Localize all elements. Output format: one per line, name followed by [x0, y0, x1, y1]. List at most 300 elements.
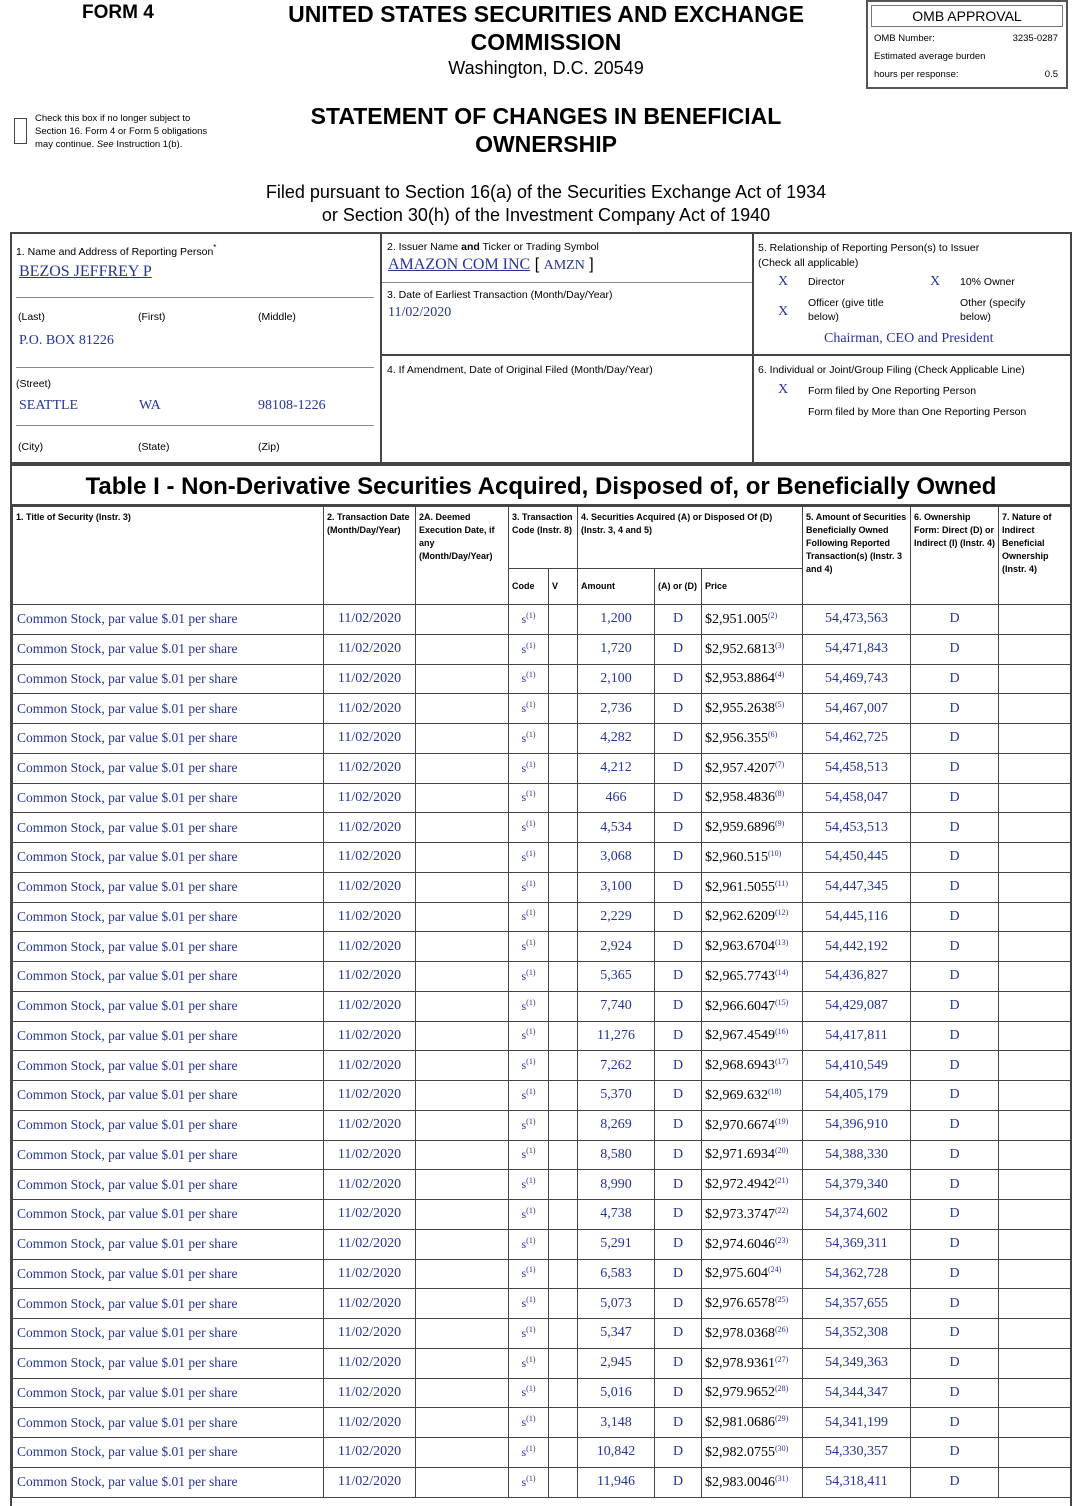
- price-footnote[interactable]: (9): [775, 819, 785, 829]
- table-1: [10, 464, 1072, 1506]
- deemed-date: [416, 902, 509, 932]
- price: [702, 813, 803, 843]
- ownership-form: D: [911, 813, 999, 843]
- officer-label: [808, 296, 884, 324]
- deemed-date: [416, 753, 509, 783]
- transaction-code[interactable]: [509, 872, 549, 902]
- ownership-form: D: [911, 1438, 999, 1468]
- price-footnote[interactable]: (11): [775, 878, 789, 888]
- city-label: (City): [18, 441, 44, 453]
- v-cell: [549, 1348, 578, 1378]
- code-footnote[interactable]: (1): [526, 1384, 536, 1394]
- transaction-date: 11/02/2020: [324, 872, 416, 902]
- ownership-form: D: [911, 724, 999, 754]
- issuer-label-b: and: [461, 241, 480, 253]
- ticker-bracket-close: ]: [589, 256, 594, 273]
- code-letter: s: [521, 998, 527, 1013]
- transaction-date: 11/02/2020: [324, 1140, 416, 1170]
- a-or-d: D: [655, 1289, 702, 1319]
- nature-of-ownership: [999, 962, 1071, 992]
- omb-title: OMB APPROVAL: [871, 5, 1063, 27]
- price-footnote[interactable]: (29): [775, 1414, 789, 1424]
- code-letter: s: [521, 820, 527, 835]
- price-value: $2,981.0686: [705, 1415, 775, 1431]
- code-footnote[interactable]: (1): [526, 1473, 536, 1483]
- code-footnote[interactable]: (1): [526, 670, 536, 680]
- amount: 5,016: [578, 1378, 655, 1408]
- amount-owned: 54,318,411: [803, 1467, 911, 1497]
- nature-of-ownership: [999, 634, 1071, 664]
- deemed-date: [416, 872, 509, 902]
- amount: 2,924: [578, 932, 655, 962]
- ownership-form: D: [911, 932, 999, 962]
- price: [702, 753, 803, 783]
- amount-owned: 54,330,357: [803, 1438, 911, 1468]
- transaction-code[interactable]: [509, 1081, 549, 1111]
- v-cell: [549, 1378, 578, 1408]
- price-footnote[interactable]: (18): [768, 1086, 782, 1096]
- checkbox-text-3a: may continue.: [35, 139, 97, 150]
- code-footnote[interactable]: (1): [526, 610, 536, 620]
- code-footnote[interactable]: (1): [526, 640, 536, 650]
- amount: 5,365: [578, 962, 655, 992]
- price-value: $2,978.9361: [705, 1355, 775, 1371]
- code-footnote[interactable]: (1): [526, 789, 536, 799]
- transaction-code[interactable]: [509, 1319, 549, 1349]
- issuer-label: [387, 241, 599, 253]
- price-footnote[interactable]: (4): [775, 670, 785, 680]
- price-value: $2,965.7743: [705, 968, 775, 984]
- ownership-form: D: [911, 1319, 999, 1349]
- transaction-date: 11/02/2020: [324, 1051, 416, 1081]
- amount-owned: 54,369,311: [803, 1229, 911, 1259]
- ownership-form: D: [911, 1229, 999, 1259]
- deemed-date: [416, 694, 509, 724]
- code-footnote[interactable]: (1): [526, 1414, 536, 1424]
- section16-checkbox[interactable]: [14, 118, 27, 144]
- code-letter: s: [521, 1385, 527, 1400]
- price-footnote[interactable]: (26): [775, 1324, 789, 1334]
- code-footnote[interactable]: (1): [526, 848, 536, 858]
- price: [702, 634, 803, 664]
- transaction-date: 11/02/2020: [324, 1348, 416, 1378]
- deemed-date: [416, 1319, 509, 1349]
- amount-owned: 54,471,843: [803, 634, 911, 664]
- transaction-code[interactable]: [509, 1378, 549, 1408]
- price-footnote[interactable]: (5): [775, 700, 785, 710]
- price: [702, 1289, 803, 1319]
- price-footnote[interactable]: (13): [775, 938, 789, 948]
- sub-header-price: Price: [702, 569, 803, 605]
- one-person-label: Form filed by One Reporting Person: [808, 385, 977, 397]
- price-footnote[interactable]: (24): [768, 1265, 782, 1275]
- price-value: $2,982.0755: [705, 1444, 775, 1460]
- code-footnote[interactable]: (1): [526, 1443, 536, 1453]
- deemed-date: [416, 664, 509, 694]
- code-letter: s: [521, 611, 527, 626]
- transaction-date: 11/02/2020: [324, 1081, 416, 1111]
- a-or-d: D: [655, 813, 702, 843]
- table-row: [13, 1229, 1071, 1259]
- a-or-d: D: [655, 664, 702, 694]
- price-footnote[interactable]: (21): [775, 1176, 789, 1186]
- transaction-code[interactable]: [509, 1408, 549, 1438]
- price-footnote[interactable]: (16): [775, 1027, 789, 1037]
- transaction-date: 11/02/2020: [324, 991, 416, 1021]
- transaction-date: 11/02/2020: [324, 1319, 416, 1349]
- reporting-person-name[interactable]: BEZOS JEFFREY P: [19, 263, 152, 280]
- code-footnote[interactable]: (1): [526, 1295, 536, 1305]
- price: [702, 902, 803, 932]
- ownership-form: D: [911, 1259, 999, 1289]
- security-title: Common Stock, par value $.01 per share: [13, 1467, 324, 1497]
- transaction-code[interactable]: [509, 753, 549, 783]
- price-footnote[interactable]: (2): [768, 610, 778, 620]
- issuer-label-c: Ticker or Trading Symbol: [479, 241, 599, 253]
- security-title: Common Stock, par value $.01 per share: [13, 1021, 324, 1051]
- director-mark[interactable]: X: [778, 274, 789, 289]
- ticker-symbol: AMZN: [543, 258, 585, 273]
- a-or-d: D: [655, 1319, 702, 1349]
- col-header-ownership-form: 6. Ownership Form: Direct (D) or Indirect (I) (Instr. 4): [911, 507, 999, 605]
- deemed-date: [416, 1467, 509, 1497]
- ownership-form: D: [911, 1408, 999, 1438]
- price-value: $2,952.6813: [705, 641, 775, 657]
- amount: 4,212: [578, 753, 655, 783]
- security-title: Common Stock, par value $.01 per share: [13, 783, 324, 813]
- issuer-section: [382, 234, 754, 462]
- divider: [16, 297, 374, 298]
- a-or-d: D: [655, 1348, 702, 1378]
- owner-mark[interactable]: X: [930, 274, 941, 289]
- price-value: $2,968.6943: [705, 1058, 775, 1074]
- transaction-code[interactable]: [509, 1021, 549, 1051]
- agency-line-2: COMMISSION: [470, 29, 622, 55]
- code-footnote[interactable]: (1): [526, 908, 536, 918]
- deemed-date: [416, 783, 509, 813]
- price: [702, 1081, 803, 1111]
- transaction-code[interactable]: [509, 843, 549, 873]
- code-footnote[interactable]: (1): [526, 1265, 536, 1275]
- one-person-mark[interactable]: X: [778, 382, 789, 397]
- reporting-person-label-mark: *: [213, 243, 217, 252]
- amount: 3,068: [578, 843, 655, 873]
- ownership-form: D: [911, 902, 999, 932]
- amount: 4,282: [578, 724, 655, 754]
- filing-label: 6. Individual or Joint/Group Filing (Check Applicable Line): [758, 364, 1025, 376]
- issuer-name-link[interactable]: AMAZON COM INC: [388, 256, 531, 273]
- table-row: [13, 664, 1071, 694]
- transaction-date: 11/02/2020: [324, 1170, 416, 1200]
- price: [702, 694, 803, 724]
- a-or-d: D: [655, 1438, 702, 1468]
- price-footnote[interactable]: (14): [775, 967, 789, 977]
- amount-owned: 54,379,340: [803, 1170, 911, 1200]
- code-footnote[interactable]: (1): [526, 729, 536, 739]
- statement-line-1: STATEMENT OF CHANGES IN BENEFICIAL: [310, 103, 782, 129]
- transaction-code[interactable]: [509, 962, 549, 992]
- a-or-d: D: [655, 1021, 702, 1051]
- nature-of-ownership: [999, 753, 1071, 783]
- security-title: Common Stock, par value $.01 per share: [13, 962, 324, 992]
- earliest-date-label: 3. Date of Earliest Transaction (Month/Day/Year): [387, 289, 613, 301]
- v-cell: [549, 962, 578, 992]
- code-footnote[interactable]: (1): [526, 1176, 536, 1186]
- transaction-date: 11/02/2020: [324, 1378, 416, 1408]
- a-or-d: D: [655, 902, 702, 932]
- transaction-code[interactable]: [509, 1140, 549, 1170]
- a-or-d: D: [655, 1081, 702, 1111]
- table-row: [13, 902, 1071, 932]
- price-value: $2,959.6896: [705, 820, 775, 836]
- table-1-title: Table I - Non-Derivative Securities Acquired, Disposed of, or Beneficially Owned: [12, 466, 1070, 506]
- price: [702, 605, 803, 635]
- amount: 466: [578, 783, 655, 813]
- v-cell: [549, 1408, 578, 1438]
- divider: [754, 354, 1070, 356]
- price-footnote[interactable]: (6): [768, 729, 778, 739]
- price-footnote[interactable]: (22): [775, 1205, 789, 1215]
- price: [702, 1229, 803, 1259]
- transaction-code[interactable]: [509, 1170, 549, 1200]
- transaction-code[interactable]: [509, 634, 549, 664]
- amount: 2,736: [578, 694, 655, 724]
- price-footnote[interactable]: (23): [775, 1235, 789, 1245]
- amount-owned: 54,374,602: [803, 1200, 911, 1230]
- v-cell: [549, 694, 578, 724]
- omb-number-row: [868, 30, 1066, 48]
- code-footnote[interactable]: (1): [526, 878, 536, 888]
- v-cell: [549, 724, 578, 754]
- transaction-code[interactable]: [509, 1259, 549, 1289]
- code-footnote[interactable]: (1): [526, 1057, 536, 1067]
- price-footnote[interactable]: (30): [775, 1443, 789, 1453]
- section16-checkbox-label: [35, 112, 235, 151]
- amount: 8,580: [578, 1140, 655, 1170]
- price-value: $2,978.0368: [705, 1325, 775, 1341]
- amount-owned: 54,349,363: [803, 1348, 911, 1378]
- price-footnote[interactable]: (3): [775, 640, 785, 650]
- reporting-person-label: [16, 243, 216, 258]
- transaction-code[interactable]: [509, 664, 549, 694]
- transaction-date: 11/02/2020: [324, 843, 416, 873]
- amount: 2,100: [578, 664, 655, 694]
- nature-of-ownership: [999, 664, 1071, 694]
- relationship-label: [758, 241, 979, 271]
- transaction-code[interactable]: [509, 1438, 549, 1468]
- transactions-table: [12, 506, 1071, 1498]
- a-or-d: D: [655, 991, 702, 1021]
- price: [702, 1348, 803, 1378]
- price-footnote[interactable]: (25): [775, 1295, 789, 1305]
- transaction-code[interactable]: [509, 813, 549, 843]
- amount: 5,370: [578, 1081, 655, 1111]
- code-footnote[interactable]: (1): [526, 938, 536, 948]
- code-letter: s: [521, 849, 527, 864]
- transaction-code[interactable]: [509, 1110, 549, 1140]
- filed-line-2: or Section 30(h) of the Investment Company Act of 1940: [321, 205, 771, 225]
- price-footnote[interactable]: (27): [775, 1354, 789, 1364]
- officer-label-1: Officer (give title: [808, 297, 884, 309]
- transaction-code[interactable]: [509, 1051, 549, 1081]
- checkbox-text-3c: Instruction 1(b).: [113, 139, 183, 150]
- amount-owned: 54,447,345: [803, 872, 911, 902]
- amount-owned: 54,362,728: [803, 1259, 911, 1289]
- code-footnote[interactable]: (1): [526, 1027, 536, 1037]
- transaction-date: 11/02/2020: [324, 664, 416, 694]
- ownership-form: D: [911, 991, 999, 1021]
- code-letter: s: [521, 1147, 527, 1162]
- price-footnote[interactable]: (20): [775, 1146, 789, 1156]
- v-cell: [549, 783, 578, 813]
- ownership-form: D: [911, 1467, 999, 1497]
- a-or-d: D: [655, 872, 702, 902]
- reporting-person-section: [12, 234, 382, 462]
- price-value: $2,963.6704: [705, 939, 775, 955]
- table-row: [13, 932, 1071, 962]
- ownership-form: D: [911, 753, 999, 783]
- table-row: [13, 1140, 1071, 1170]
- code-letter: s: [521, 968, 527, 983]
- amount: 1,200: [578, 605, 655, 635]
- amount-owned: 54,442,192: [803, 932, 911, 962]
- deemed-date: [416, 1021, 509, 1051]
- code-footnote[interactable]: (1): [526, 1235, 536, 1245]
- price: [702, 1200, 803, 1230]
- table-row: [13, 1051, 1071, 1081]
- omb-hours-value: 0.5: [1044, 69, 1058, 80]
- transaction-code[interactable]: [509, 605, 549, 635]
- transactions-body: [13, 605, 1071, 1498]
- ownership-form: D: [911, 783, 999, 813]
- price-footnote[interactable]: (7): [775, 759, 785, 769]
- code-footnote[interactable]: (1): [526, 700, 536, 710]
- nature-of-ownership: [999, 1259, 1071, 1289]
- amount-owned: 54,352,308: [803, 1319, 911, 1349]
- amount-owned: 54,388,330: [803, 1140, 911, 1170]
- transaction-date: 11/02/2020: [324, 694, 416, 724]
- col-header-securities: 4. Securities Acquired (A) or Disposed Of (D) (Instr. 3, 4 and 5): [578, 507, 803, 569]
- price-value: $2,967.4549: [705, 1028, 775, 1044]
- deemed-date: [416, 1259, 509, 1289]
- price-footnote[interactable]: (10): [768, 848, 782, 858]
- nature-of-ownership: [999, 1229, 1071, 1259]
- agency-location: Washington, D.C. 20549: [448, 58, 644, 78]
- price-footnote[interactable]: (12): [775, 908, 789, 918]
- transaction-code[interactable]: [509, 902, 549, 932]
- transaction-date: 11/02/2020: [324, 634, 416, 664]
- code-footnote[interactable]: (1): [526, 1116, 536, 1126]
- transaction-date: 11/02/2020: [324, 1289, 416, 1319]
- security-title: Common Stock, par value $.01 per share: [13, 843, 324, 873]
- code-letter: s: [521, 1028, 527, 1043]
- price-footnote[interactable]: (8): [775, 789, 785, 799]
- v-cell: [549, 1170, 578, 1200]
- code-letter: s: [521, 641, 527, 656]
- nature-of-ownership: [999, 1051, 1071, 1081]
- security-title: Common Stock, par value $.01 per share: [13, 1051, 324, 1081]
- code-footnote[interactable]: (1): [526, 997, 536, 1007]
- price: [702, 1110, 803, 1140]
- ownership-form: D: [911, 1289, 999, 1319]
- transaction-code[interactable]: [509, 724, 549, 754]
- nature-of-ownership: [999, 872, 1071, 902]
- ownership-form: D: [911, 872, 999, 902]
- price: [702, 843, 803, 873]
- security-title: Common Stock, par value $.01 per share: [13, 605, 324, 635]
- ownership-form: D: [911, 1051, 999, 1081]
- deemed-date: [416, 1140, 509, 1170]
- deemed-date: [416, 813, 509, 843]
- price: [702, 1021, 803, 1051]
- transaction-date: 11/02/2020: [324, 813, 416, 843]
- reporting-person-label-text: 1. Name and Address of Reporting Person: [16, 246, 214, 258]
- price-footnote[interactable]: (28): [775, 1384, 789, 1394]
- price-footnote[interactable]: (15): [775, 997, 789, 1007]
- table-row: [13, 1081, 1071, 1111]
- a-or-d: D: [655, 932, 702, 962]
- price-footnote[interactable]: (31): [775, 1473, 789, 1483]
- code-footnote[interactable]: (1): [526, 759, 536, 769]
- code-footnote[interactable]: (1): [526, 1354, 536, 1364]
- code-letter: s: [521, 671, 527, 686]
- price: [702, 962, 803, 992]
- table-row: [13, 1378, 1071, 1408]
- nature-of-ownership: [999, 1140, 1071, 1170]
- other-label-2: below): [960, 311, 991, 323]
- code-footnote[interactable]: (1): [526, 1205, 536, 1215]
- code-letter: s: [521, 1415, 527, 1430]
- price-footnote[interactable]: (17): [775, 1057, 789, 1067]
- transaction-code[interactable]: [509, 1229, 549, 1259]
- table-row: [13, 1319, 1071, 1349]
- officer-mark[interactable]: X: [778, 304, 789, 319]
- price-value: $2,975.604: [705, 1266, 768, 1282]
- transaction-code[interactable]: [509, 1200, 549, 1230]
- code-footnote[interactable]: (1): [526, 1324, 536, 1334]
- amount: 5,291: [578, 1229, 655, 1259]
- ownership-form: D: [911, 1081, 999, 1111]
- nature-of-ownership: [999, 1319, 1071, 1349]
- amount: 8,269: [578, 1110, 655, 1140]
- price-footnote[interactable]: (19): [775, 1116, 789, 1126]
- ownership-form: D: [911, 664, 999, 694]
- col-header-deemed-date: 2A. Deemed Execution Date, if any (Month/Day/Year): [416, 507, 509, 605]
- code-footnote[interactable]: (1): [526, 1086, 536, 1096]
- nature-of-ownership: [999, 1438, 1071, 1468]
- code-footnote[interactable]: (1): [526, 1146, 536, 1156]
- security-title: Common Stock, par value $.01 per share: [13, 1408, 324, 1438]
- transaction-date: 11/02/2020: [324, 724, 416, 754]
- transaction-code[interactable]: [509, 1467, 549, 1497]
- nature-of-ownership: [999, 902, 1071, 932]
- transaction-date: 11/02/2020: [324, 1467, 416, 1497]
- table-row: [13, 783, 1071, 813]
- security-title: Common Stock, par value $.01 per share: [13, 694, 324, 724]
- transaction-code[interactable]: [509, 1348, 549, 1378]
- code-footnote[interactable]: (1): [526, 819, 536, 829]
- code-footnote[interactable]: (1): [526, 967, 536, 977]
- transaction-code[interactable]: [509, 694, 549, 724]
- amount-owned: 54,344,347: [803, 1378, 911, 1408]
- table-row: [13, 1348, 1071, 1378]
- transaction-code[interactable]: [509, 783, 549, 813]
- price-value: $2,983.0046: [705, 1474, 775, 1490]
- transaction-code[interactable]: [509, 1289, 549, 1319]
- deemed-date: [416, 843, 509, 873]
- transaction-code[interactable]: [509, 991, 549, 1021]
- transaction-code[interactable]: [509, 932, 549, 962]
